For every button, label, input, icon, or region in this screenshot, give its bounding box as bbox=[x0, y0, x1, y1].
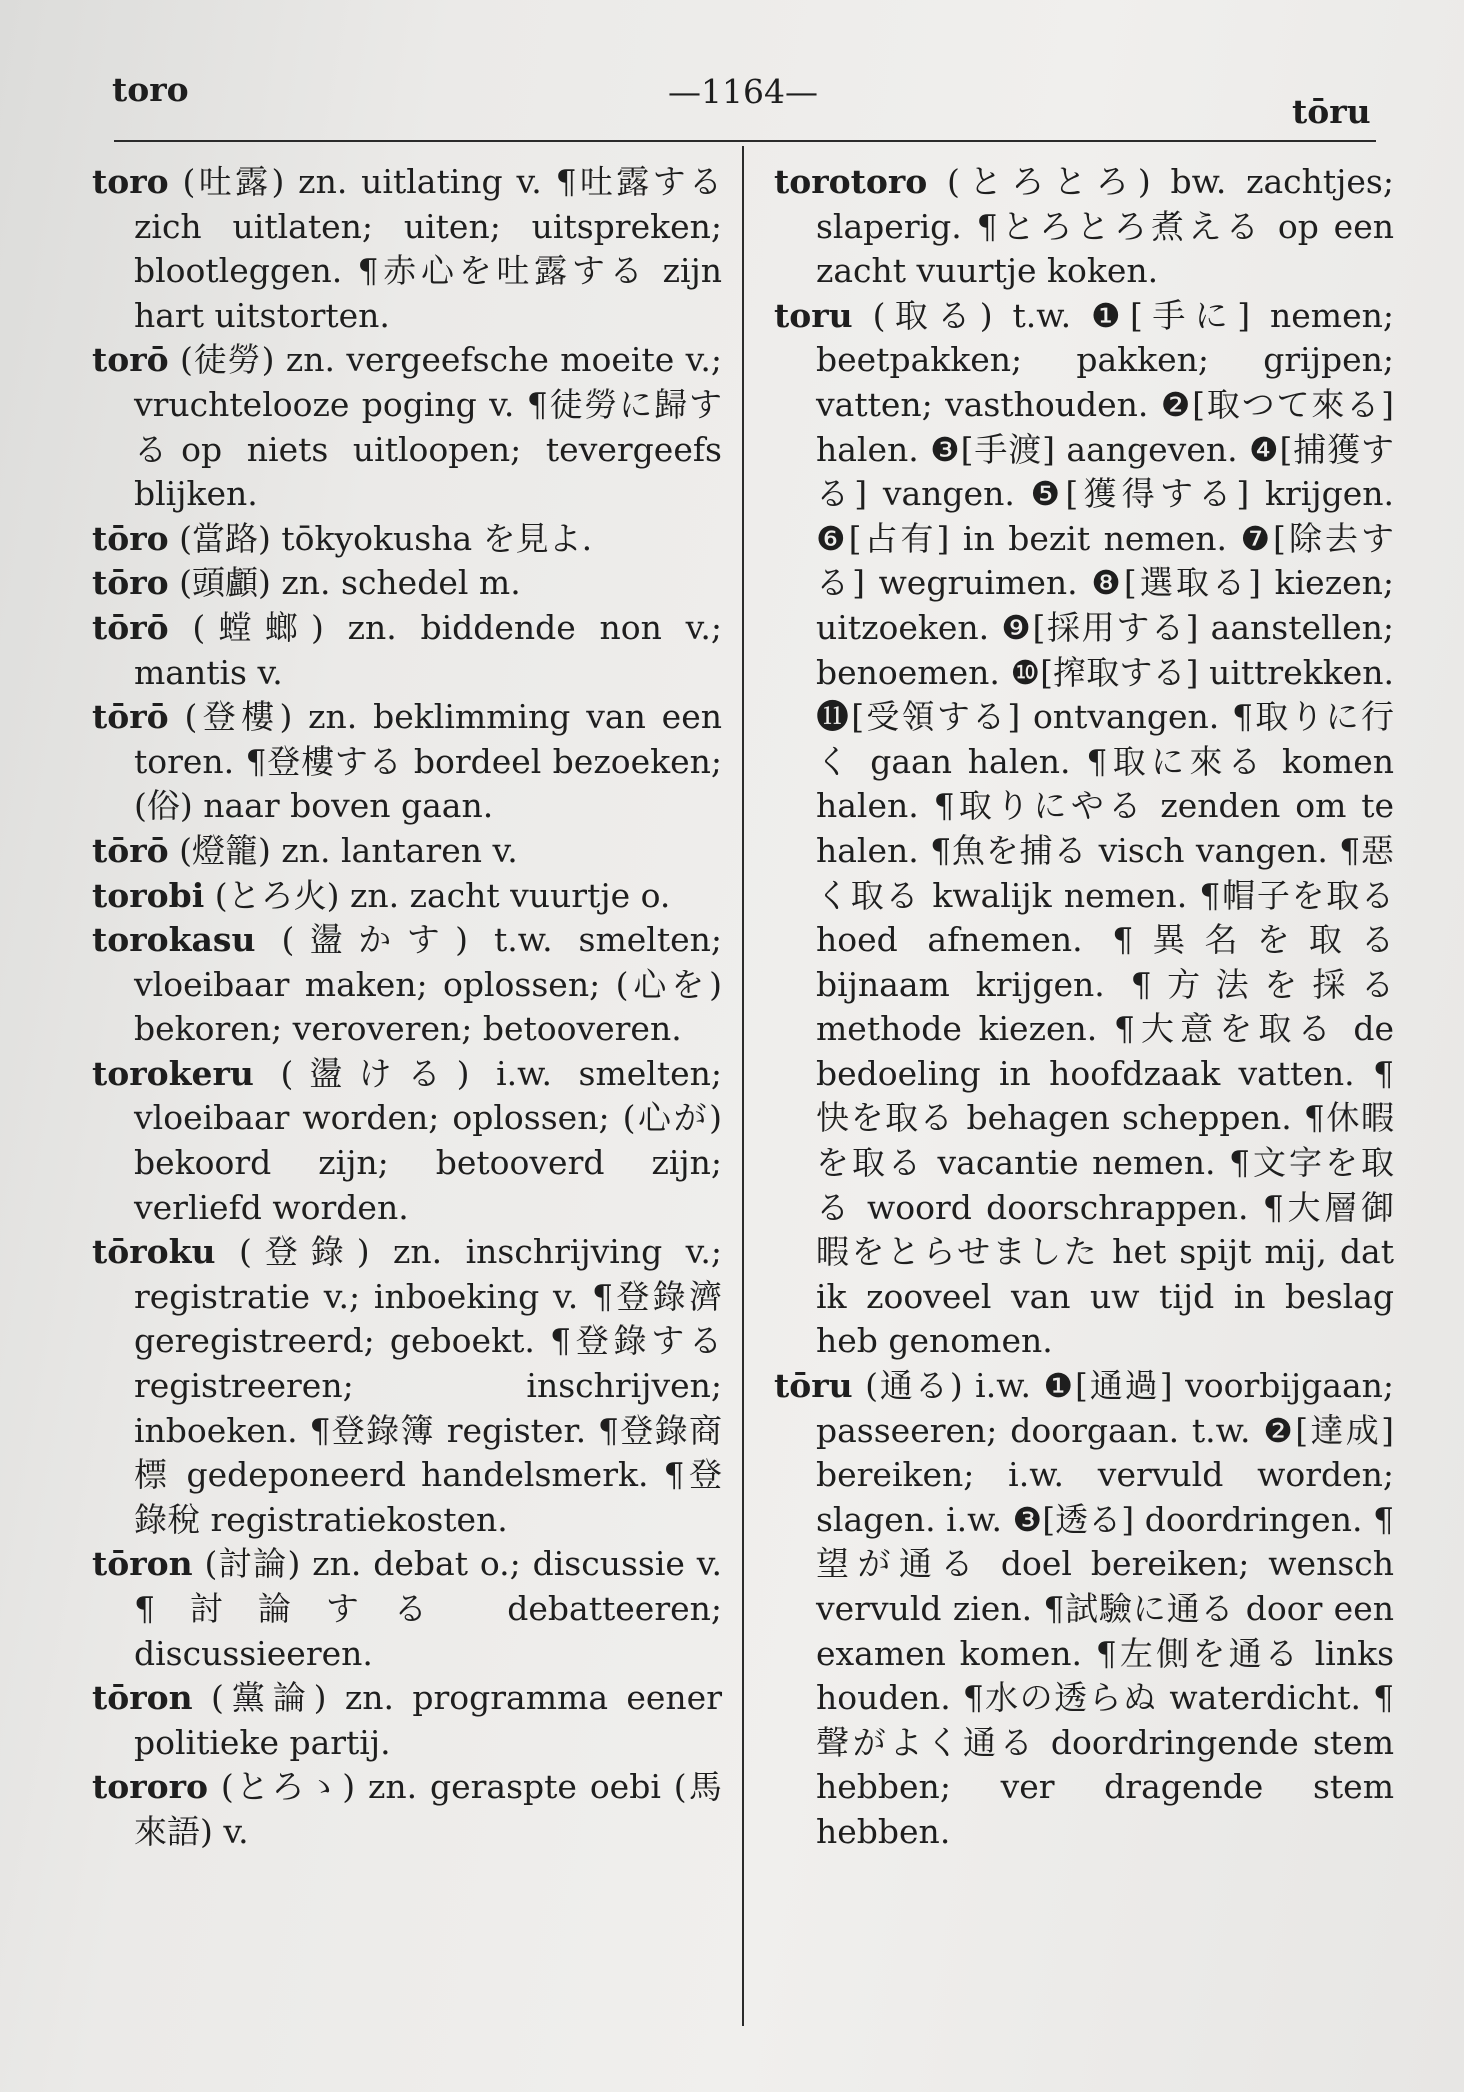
dictionary-entry bbox=[92, 1542, 722, 1676]
headword: tōru bbox=[774, 1366, 853, 1406]
dictionary-entry bbox=[92, 338, 722, 516]
headword: torobi bbox=[92, 875, 205, 915]
entry-body: (徒勞) zn. vergeefsche moeite v.; vruchtelooze poging v. ¶徒勞に歸するop niets uitloopen; tevergeefs blijken. bbox=[134, 340, 722, 514]
dictionary-entry bbox=[774, 1364, 1394, 1855]
dictionary-entry bbox=[92, 695, 722, 829]
dictionary-entry bbox=[92, 160, 722, 338]
dictionary-entry bbox=[92, 874, 722, 919]
entry-body: (登錄) zn. inschrijving v.; registratie v.; inboeking v. ¶登錄濟 geregistreerd; geboekt. ¶登錄する registreeren; inschrijven; inboeken. ¶登錄簿 register. ¶登錄商標 gedeponeerd handelsmerk. ¶登錄稅 registratiekosten. bbox=[134, 1232, 722, 1539]
entry-body: (燈籠) zn. lantaren v. bbox=[168, 830, 518, 870]
entry-body: (討論) zn. debat o.; discussie v. ¶討論する debatteeren; discussieeren. bbox=[134, 1544, 722, 1673]
running-head-right: tōru bbox=[1292, 92, 1371, 131]
entry-body: (當路) tōkyokusha を見よ. bbox=[168, 518, 593, 558]
entry-body: (登樓) zn. beklimming van een toren. ¶登樓する bordeel bezoeken; (俗) naar boven gaan. bbox=[134, 697, 722, 826]
header-rule bbox=[114, 140, 1376, 142]
headword: torō bbox=[92, 340, 169, 380]
column-divider bbox=[742, 146, 744, 2026]
dictionary-entry bbox=[774, 160, 1394, 294]
headword: toro bbox=[92, 162, 169, 201]
dictionary-entry bbox=[92, 1765, 722, 1854]
headword: tōrō bbox=[92, 697, 169, 737]
headword: toru bbox=[774, 295, 853, 335]
headword: tōro bbox=[92, 518, 169, 558]
entry-body: (頭顱) zn. schedel m. bbox=[168, 563, 521, 603]
dictionary-entry bbox=[92, 1676, 722, 1765]
headword: tōro bbox=[92, 563, 169, 603]
dictionary-entry bbox=[92, 517, 722, 562]
headword: tororo bbox=[92, 1767, 209, 1807]
dictionary-entry bbox=[92, 561, 722, 606]
entry-body: (とろとろ) bw. zachtjes; slaperig. ¶とろとろ煮える op een zacht vuurtje koken. bbox=[816, 162, 1394, 291]
entry-body: (盪ける) i.w. smelten; vloeibaar worden; oplossen; (心が) bekoord zijn; betooverd zijn; verliefd worden. bbox=[134, 1053, 722, 1227]
page-number: —1164— bbox=[668, 72, 818, 111]
left-column bbox=[92, 160, 722, 1855]
headword: tōrō bbox=[92, 607, 169, 647]
dictionary-entry bbox=[92, 918, 722, 1052]
entry-body: (螳螂) zn. biddende non v.; mantis v. bbox=[134, 607, 722, 692]
dictionary-entry bbox=[92, 829, 722, 874]
headword: tōron bbox=[92, 1678, 193, 1718]
headword: torokasu bbox=[92, 920, 256, 960]
running-head-left: toro bbox=[112, 70, 189, 109]
headword: torokeru bbox=[92, 1053, 254, 1093]
entry-body: (とろ火) zn. zacht vuurtje o. bbox=[204, 875, 671, 915]
entry-body: (盪かす) t.w. smelten; vloeibaar maken; oplossen; (心を) bekoren; veroveren; betooveren. bbox=[134, 920, 722, 1049]
dictionary-entry bbox=[774, 294, 1394, 1364]
entry-body: (とろゝ) zn. geraspte oebi (馬來語) v. bbox=[134, 1767, 722, 1851]
dictionary-entry bbox=[92, 1052, 722, 1230]
dictionary-entry bbox=[92, 606, 722, 695]
entry-body: (通る) i.w. ❶[通過] voorbijgaan; passeeren; doorgaan. t.w. ❷[達成] bereiken; i.w. vervuld worden; slagen. i.w. ❸[透る] doordringen. ¶望が通る doel bereiken; wensch vervuld zien. ¶試驗に通る door een examen komen. ¶左側を通る links houden. ¶水の透らぬ waterdicht. ¶聲がよく通る doordringende stem hebben; ver dragende stem hebben. bbox=[816, 1366, 1394, 1851]
right-column bbox=[774, 160, 1394, 1855]
entry-body: (黨論) zn. programma eener politieke partij. bbox=[134, 1678, 722, 1762]
headword: tōroku bbox=[92, 1232, 216, 1272]
headword: tōrō bbox=[92, 830, 169, 870]
headword: tōron bbox=[92, 1544, 193, 1584]
entry-body: (取る) t.w. ❶[手に] nemen; beetpakken; pakken; grijpen; vatten; vasthouden. ❷[取つて來る] halen. ❸[手渡] aangeven. ❹[捕獲する] vangen. ❺[獲得する] krijgen. ❻[占有] in bezit nemen. ❼[除去する] wegruimen. ❽[選取る] kiezen; uitzoeken. ❾[採用する] aanstellen; benoemen. ❿[搾取する] uittrekken. ⓫[受領する] ontvangen. ¶取りに行く gaan halen. ¶取に來る komen halen. ¶取りにやる zenden om te halen. ¶魚を捕る visch vangen. ¶惡く取る kwalijk nemen. ¶帽子を取る hoed afnemen. ¶異名を取る bijnaam krijgen. ¶方法を採る methode kiezen. ¶大意を取る de bedoeling in hoofdzaak vatten. ¶快を取る behagen scheppen. ¶休暇を取る vacantie nemen. ¶文字を取る woord doorschrappen. ¶大層御暇をとらせました het spijt mij, dat ik zooveel van uw tijd in beslag heb genomen. bbox=[816, 295, 1394, 1361]
entry-body: (吐露) zn. uitlating v. ¶吐露する zich uitlaten; uiten; uitspreken; blootleggen. ¶赤心を吐露する zijn hart uitstorten. bbox=[134, 162, 722, 335]
headword: torotoro bbox=[774, 162, 928, 201]
dictionary-entry bbox=[92, 1230, 722, 1542]
